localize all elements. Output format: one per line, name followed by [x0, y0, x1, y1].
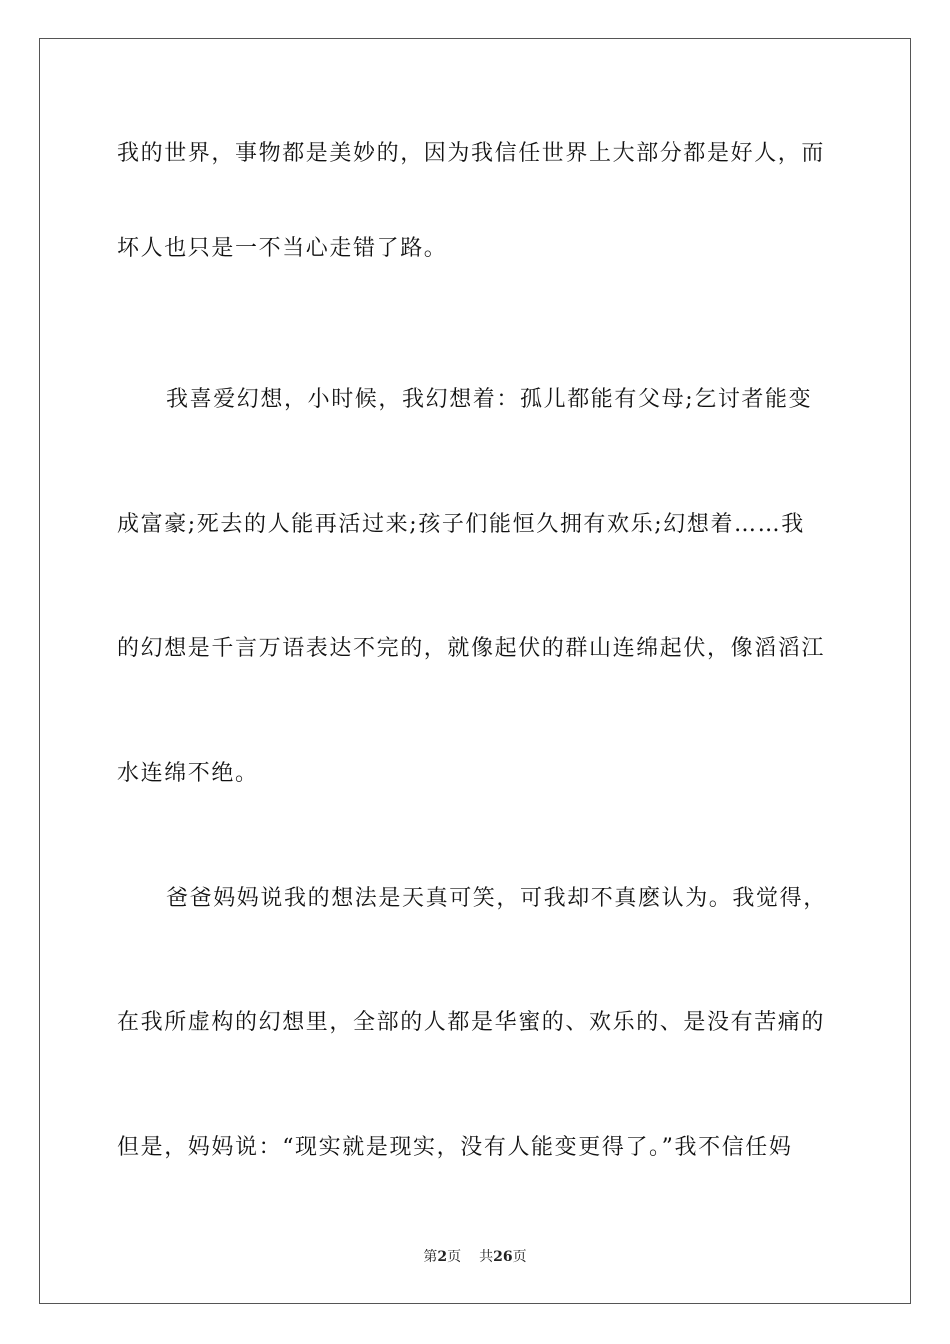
- page-number: 2: [437, 1249, 448, 1265]
- total-suffix: 页: [512, 1249, 527, 1265]
- text-line: 的幻想是千言万语表达不完的，就像起伏的群山连绵起伏，像滔滔江: [117, 636, 826, 661]
- page-prefix: 第: [423, 1249, 438, 1265]
- text-line: 成富豪;死去的人能再活过来;孩子们能恒久拥有欢乐;幻想着……我: [117, 512, 805, 537]
- total-prefix: 共: [479, 1249, 494, 1265]
- text-line: 但是，妈妈说：“现实就是现实，没有人能变更得了。”我不信任妈: [117, 1135, 793, 1160]
- page-footer: [0, 1248, 950, 1266]
- text-line: 坏人也只是一不当心走错了路。: [117, 236, 448, 261]
- page-suffix: 页: [447, 1249, 462, 1265]
- text-line: 在我所虚构的幻想里，全部的人都是华蜜的、欢乐的、是没有苦痛的: [117, 1010, 826, 1035]
- total-pages: 26: [493, 1249, 513, 1265]
- text-line: 我的世界，事物都是美妙的，因为我信任世界上大部分都是好人，而: [117, 141, 826, 166]
- text-line: 水连绵不绝。: [117, 761, 259, 786]
- paragraph-start-line: 爸爸妈妈说我的想法是天真可笑，可我却不真麽认为。我觉得，: [166, 886, 827, 911]
- page-frame: [39, 38, 911, 1304]
- paragraph-start-line: 我喜爱幻想，小时候，我幻想着：孤儿都能有父母;乞讨者能变: [166, 387, 813, 412]
